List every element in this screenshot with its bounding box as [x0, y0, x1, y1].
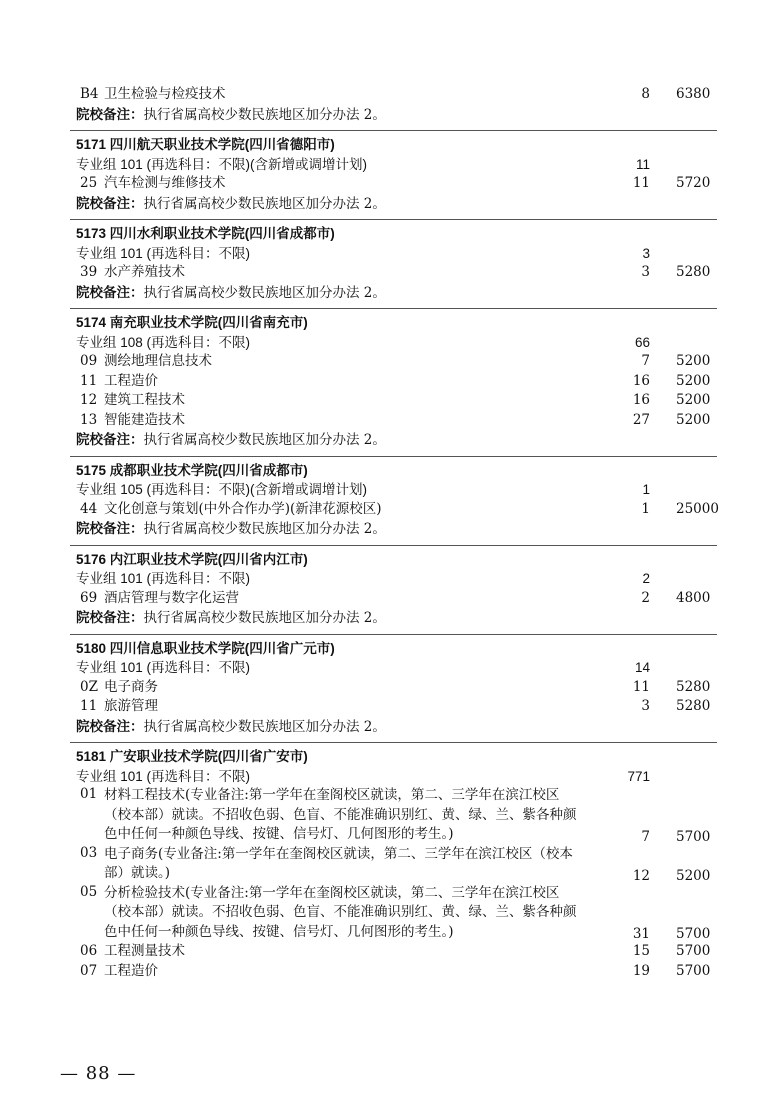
major-code: 44: [80, 500, 98, 517]
group-row: [0, 480, 777, 500]
major-plan: 3: [641, 698, 650, 714]
major-fee: 25000: [676, 500, 719, 517]
major-plan: 3: [641, 264, 650, 280]
group-count: 2: [642, 571, 650, 586]
major-fee: 5200: [676, 411, 711, 428]
remark-text: 执行省属高校少数民族地区加分办法 2。: [143, 195, 386, 212]
college-block: [0, 639, 777, 737]
major-code: 01: [80, 786, 98, 802]
major-name: 酒店管理与数字化运营: [104, 589, 239, 606]
major-code: 12: [80, 392, 98, 408]
major-name: 材料工程技术(专业备注:第一学年在奎阁校区就读，第二、三学年在滨江校区（校本部）就读。不招收色弱、色盲、不能准确识别红、黄、绿、兰、紫各种颜色中任何一种颜色导线、按键、信号灯、几何图形的考生。): [104, 787, 577, 842]
college-remark: [0, 283, 777, 303]
college-list: [0, 130, 777, 981]
major-name: 工程测量技术: [104, 943, 185, 959]
college-block: [0, 135, 777, 213]
major-fee: 5200: [676, 867, 711, 884]
college-block: [0, 550, 777, 628]
major-plan: 11: [632, 678, 650, 695]
major-code: 39: [80, 264, 98, 280]
major-plan: 16: [632, 392, 650, 408]
remark-text: 执行省属高校少数民族地区加分办法 2。: [143, 718, 386, 735]
college-title: 5171 四川航天职业技术学院(四川省德阳市): [76, 137, 335, 152]
major-plan: 7: [641, 353, 650, 369]
major-row: [0, 352, 777, 372]
remark-text: 执行省属高校少数民族地区加分办法 2。: [143, 432, 386, 448]
major-code: 06: [80, 943, 98, 959]
college-header: [0, 313, 777, 333]
remark-text: 执行省属高校少数民族地区加分办法 2。: [143, 284, 386, 301]
group-label: 专业组 108 (再选科目：不限): [76, 334, 251, 350]
group-row: [0, 767, 777, 787]
section-divider: [70, 742, 717, 743]
major-name: 智能建造技术: [104, 411, 185, 428]
college-header: [0, 747, 777, 767]
group-row: [0, 155, 777, 175]
college-title: 5181 广安职业技术学院(四川省广安市): [76, 749, 308, 764]
major-fee: 5700: [676, 926, 711, 942]
major-name: 水产养殖技术: [104, 264, 185, 280]
college-block: [0, 313, 777, 450]
college-remark: [0, 430, 777, 450]
major-plan: 1: [641, 500, 650, 517]
major-fee: 5280: [676, 264, 711, 280]
remark-label: 院校备注：: [76, 610, 144, 625]
major-row: [0, 85, 777, 105]
major-fee: 5200: [676, 392, 711, 408]
college-header: [0, 135, 777, 155]
college-title: 5176 内江职业技术学院(四川省内江市): [76, 551, 308, 567]
major-row: [0, 845, 777, 884]
college-header: [0, 550, 777, 570]
remark-text: 执行省属高校少数民族地区加分办法 2。: [143, 106, 386, 123]
remark-text: 执行省属高校少数民族地区加分办法 2。: [143, 610, 386, 626]
major-row: [0, 411, 777, 431]
major-row: [0, 697, 777, 717]
college-header: [0, 461, 777, 481]
major-row: [0, 786, 777, 845]
group-label: 专业组 101 (再选科目：不限)(含新增或调增计划): [76, 156, 368, 172]
college-title: 5180 四川信息职业技术学院(四川省广元市): [76, 640, 335, 656]
major-name: 卫生检验与检疫技术: [104, 86, 226, 102]
major-code: 11: [80, 372, 98, 389]
college-title: 5175 成都职业技术学院(四川省成都市): [76, 462, 308, 478]
major-code: 03: [80, 844, 98, 861]
section-divider: [70, 130, 717, 131]
major-code: 11: [80, 698, 98, 714]
major-plan: 12: [632, 867, 650, 884]
section-divider: [70, 545, 717, 546]
major-fee: 4800: [676, 589, 711, 606]
group-label: 专业组 101 (再选科目：不限): [76, 660, 251, 675]
major-code: 25: [80, 175, 98, 191]
major-code: B4: [80, 86, 99, 102]
major-plan: 8: [641, 86, 650, 102]
group-row: [0, 244, 777, 264]
group-count: 11: [635, 156, 650, 172]
college-block: [0, 461, 777, 539]
major-code: 0Z: [80, 678, 98, 695]
group-label: 专业组 105 (再选科目：不限)(含新增或调增计划): [76, 482, 368, 497]
major-code: 07: [80, 962, 98, 979]
major-plan: 7: [641, 828, 650, 845]
major-fee: 5720: [676, 175, 711, 191]
remark-label: 院校备注：: [76, 718, 144, 734]
major-code: 09: [80, 353, 98, 369]
remark-text: 执行省属高校少数民族地区加分办法 2。: [143, 521, 386, 537]
page-number: — 88 —: [60, 1063, 137, 1084]
major-fee: 5700: [676, 943, 711, 959]
major-row: [0, 391, 777, 411]
major-row: [0, 500, 777, 520]
section-divider: [70, 456, 717, 457]
major-row: [0, 942, 777, 962]
college-header: [0, 224, 777, 244]
college-title: 5174 南充职业技术学院(四川省南充市): [76, 315, 308, 330]
major-fee: 5280: [676, 678, 711, 695]
college-remark: [0, 717, 777, 737]
college-remark: [0, 608, 777, 628]
major-name: 工程造价: [104, 372, 158, 389]
section-divider: [70, 308, 717, 309]
group-count: 771: [627, 768, 650, 784]
major-name: 分析检验技术(专业备注:第一学年在奎阁校区就读，第二、三学年在滨江校区（校本部）就读。不招收色弱、色盲、不能准确识别红、黄、绿、兰、紫各种颜色中任何一种颜色导线、按键、信号灯、几何图形的考生。): [104, 884, 577, 940]
major-fee: 5280: [676, 698, 711, 714]
remark-label: 院校备注：: [76, 521, 144, 536]
college-remark: [0, 194, 777, 214]
remark-label: 院校备注：: [76, 284, 144, 300]
college-remark: [0, 105, 777, 125]
major-row: [0, 372, 777, 392]
major-row: [0, 884, 777, 943]
section-divider: [70, 219, 717, 220]
major-name: 建筑工程技术: [104, 392, 185, 408]
major-fee: 5700: [676, 962, 711, 979]
remark-label: 院校备注：: [76, 432, 144, 447]
major-code: 69: [80, 589, 98, 606]
major-fee: 5200: [676, 372, 711, 389]
major-plan: 11: [632, 175, 650, 191]
major-fee: 6380: [676, 86, 711, 102]
group-count: 1: [642, 482, 650, 497]
major-row: [0, 589, 777, 609]
college-block: [0, 224, 777, 302]
section-divider: [70, 634, 717, 635]
major-plan: 19: [632, 962, 650, 979]
major-code: 05: [80, 883, 98, 900]
major-plan: 2: [641, 589, 650, 606]
major-plan: 16: [632, 372, 650, 389]
major-plan: 15: [632, 943, 650, 959]
group-label: 专业组 101 (再选科目：不限): [76, 571, 251, 586]
major-row: [0, 263, 777, 283]
college-header: [0, 639, 777, 659]
major-fee: 5700: [676, 828, 711, 845]
college-block: [0, 747, 777, 981]
group-row: [0, 658, 777, 678]
major-row: [0, 962, 777, 982]
group-count: 3: [642, 245, 650, 261]
college-remark: [0, 519, 777, 539]
remark-label: 院校备注：: [76, 195, 144, 211]
major-code: 13: [80, 411, 98, 428]
major-fee: 5200: [676, 353, 711, 369]
group-count: 66: [634, 334, 650, 350]
major-plan: 27: [632, 411, 650, 428]
group-count: 14: [634, 660, 650, 675]
document-body: [0, 85, 777, 981]
remark-label: 院校备注：: [76, 106, 144, 122]
major-name: 汽车检测与维修技术: [104, 175, 226, 191]
major-name: 电子商务: [104, 678, 158, 695]
major-row: [0, 174, 777, 194]
group-row: [0, 333, 777, 353]
group-row: [0, 569, 777, 589]
college-title: 5173 四川水利职业技术学院(四川省成都市): [76, 226, 335, 241]
major-row: [0, 678, 777, 698]
major-name: 旅游管理: [104, 698, 158, 714]
major-plan: 31: [632, 926, 650, 942]
major-name: 测绘地理信息技术: [104, 353, 212, 369]
major-name: 电子商务(专业备注:第一学年在奎阁校区就读，第二、三学年在滨江校区（校本部）就读。): [104, 845, 573, 881]
group-label: 专业组 101 (再选科目：不限): [76, 768, 251, 784]
major-name: 文化创意与策划(中外合作办学)(新津花源校区): [104, 500, 382, 517]
group-label: 专业组 101 (再选科目：不限): [76, 245, 251, 261]
major-name: 工程造价: [104, 962, 158, 979]
